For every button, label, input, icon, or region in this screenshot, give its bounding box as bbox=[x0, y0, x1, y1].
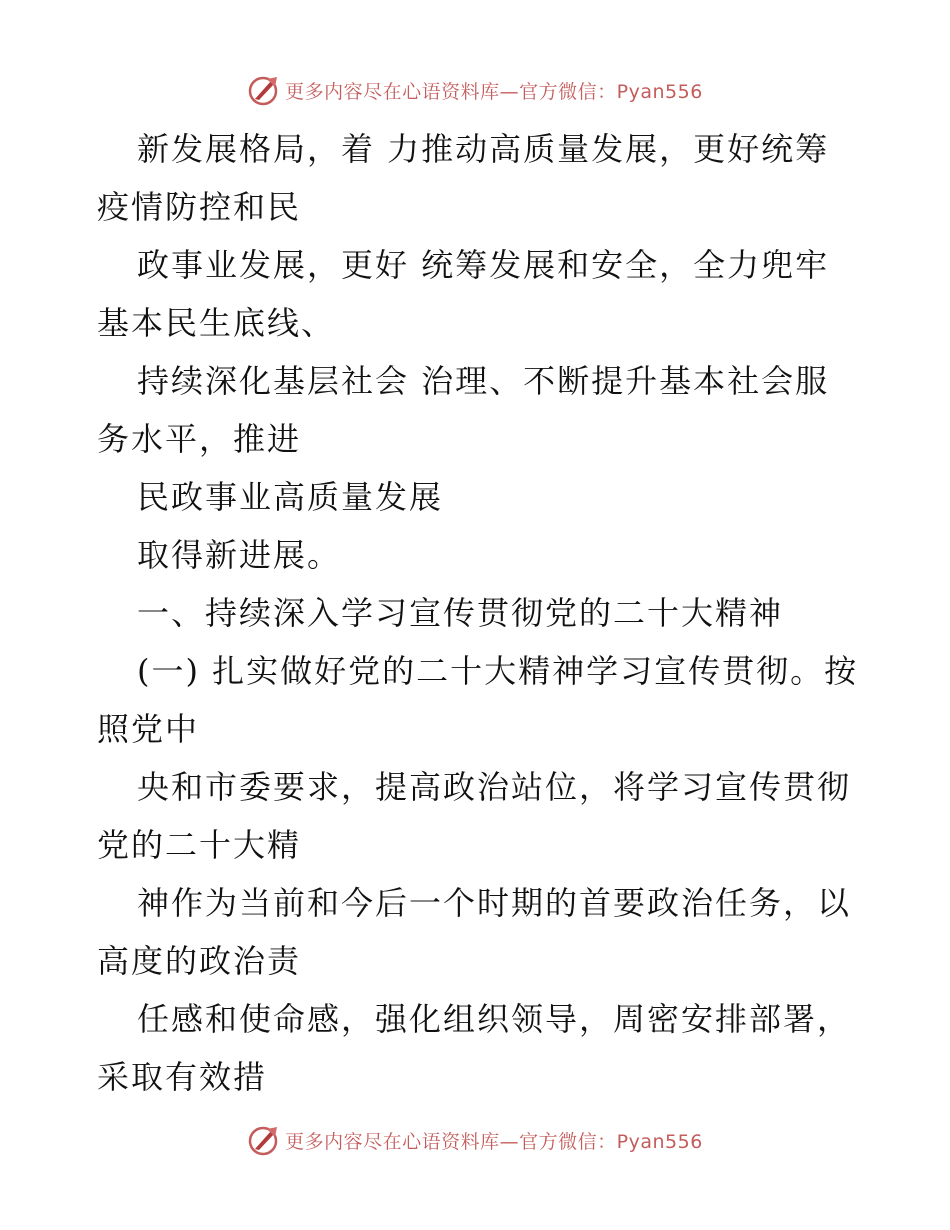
feather-logo-icon bbox=[247, 1123, 281, 1157]
text-line: 务水平，推进 bbox=[97, 420, 302, 458]
text-line: 照党中 bbox=[97, 710, 200, 748]
text-line: 基本民生底线、 bbox=[97, 304, 336, 342]
text-line: 神作为当前和今后一个时期的首要政治任务，以 bbox=[137, 884, 852, 922]
text-line: 民政事业高质量发展 bbox=[137, 478, 444, 516]
watermark-text: 更多内容尽在心语资料库—官方微信：Pyan556 bbox=[285, 1130, 703, 1153]
text-line: 高度的政治责 bbox=[97, 942, 302, 980]
text-line: 党的二十大精 bbox=[97, 826, 302, 864]
text-line: 取得新进展。 bbox=[137, 536, 342, 574]
footer-watermark bbox=[0, 1120, 950, 1160]
document-body bbox=[97, 120, 857, 1106]
text-line: 央和市委要求，提高政治站位，将学习宣传贯彻 bbox=[137, 768, 852, 806]
text-line: 一、持续深入学习宣传贯彻党的二十大精神 bbox=[137, 594, 784, 632]
text-line: 新发展格局，着 力推动高质量发展，更好统筹 bbox=[137, 130, 830, 168]
watermark-text: 更多内容尽在心语资料库—官方微信：Pyan556 bbox=[285, 80, 703, 103]
feather-logo-icon bbox=[247, 73, 281, 107]
text-line: (一) 扎实做好党的二十大精神学习宣传贯彻。按 bbox=[137, 652, 859, 690]
text-line: 任感和使命感，强化组织领导，周密安排部署， bbox=[137, 1000, 852, 1038]
text-line: 疫情防控和民 bbox=[97, 188, 302, 226]
text-line: 持续深化基层社会 治理、不断提升基本社会服 bbox=[137, 362, 830, 400]
text-line: 政事业发展，更好 统筹发展和安全，全力兜牢 bbox=[137, 246, 830, 284]
text-line: 采取有效措 bbox=[97, 1058, 268, 1096]
header-watermark bbox=[0, 70, 950, 110]
